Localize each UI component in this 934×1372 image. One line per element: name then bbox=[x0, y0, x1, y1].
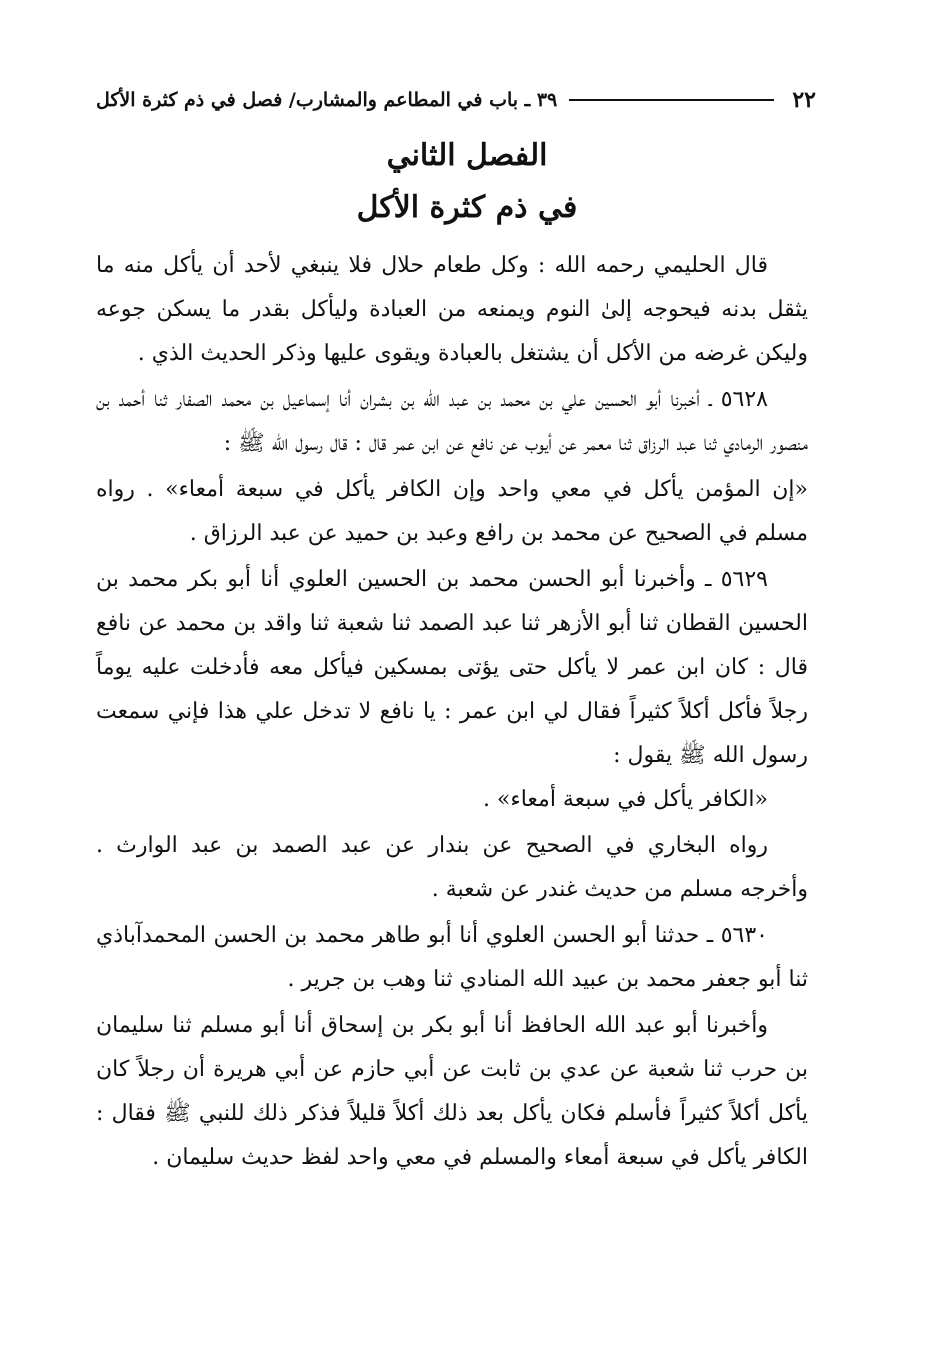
hadith-5629-text: «الكافر يأكل في سبعة أمعاء» . bbox=[482, 787, 768, 812]
paragraph-intro: قال الحليمي رحمه الله : وكل طعام حلال فلا ينبغي لأحد أن يأكل منه ما يثقل بدنه فيحوجه إلىٰ النوم ويمنعه من العبادة وليأكل بقدر ما يسكن جوعه وليكن غرضه من الأكل أن يشتغل بالعبادة ويقوى عليها وذكر الحديث الذي . bbox=[96, 253, 808, 366]
hadith-5628: ٥٦٢٨ ـ أخبرنا أبو الحسين علي بن محمد بن عبد الله بن بشران أنا إسماعيل بن محمد الصفار ثنا أحمد بن منصور الرمادي ثنا عبد الرزاق ثنا معمر عن أيوب عن نافع عن ابن عمر قال : قال رسول الله ﷺ : bbox=[96, 387, 808, 456]
running-header bbox=[96, 82, 816, 118]
chapter-subtitle: في ذم كثرة الأكل bbox=[356, 190, 578, 225]
hadith-5630-chain: وأخبرنا أبو عبد الله الحافظ أنا أبو بكر بن إسحاق أنا أبو مسلم ثنا سليمان بن حرب ثنا شعبة عن عدي بن ثابت عن أبي حازم عن أبي هريرة أن رجلاً كان يأكل أكلاً كثيراً فأسلم فكان يأكل بعد ذلك أكلاً قليلاً فذكر ذلك للنبي ﷺ فقال : الكافر يأكل في سبعة أمعاء والمسلم في معي واحد لفظ حديث سليمان . bbox=[96, 1013, 808, 1170]
chapter-title: الفصل الثاني bbox=[386, 138, 548, 173]
page-number: ٢٢ bbox=[792, 87, 816, 113]
hadith-5629: ٥٦٢٩ ـ وأخبرنا أبو الحسن محمد بن الحسين العلوي أنا أبو بكر محمد بن الحسين القطان ثنا أبو الأزهر ثنا عبد الصمد ثنا شعبة ثنا واقد بن محمد عن نافع قال : كان ابن عمر لا يأكل حتى يؤتى بمسكين فيأكل معه فأدخلت عليه يوماً رجلاً فأكل أكلاً كثيراً فقال لي ابن عمر : يا نافع لا تدخل علي هذا فإني سمعت رسول الله ﷺ يقول : bbox=[96, 567, 808, 768]
header-rule bbox=[569, 99, 774, 101]
hadith-5629-source: رواه البخاري في الصحيح عن بندار عن عبد الصمد بن عبد الوارث . وأخرجه مسلم من حديث غندر عن شعبة . bbox=[96, 833, 808, 902]
hadith-5628-text: «إن المؤمن يأكل في معي واحد وإن الكافر يأكل في سبعة أمعاء» . رواه مسلم في الصحيح عن محمد بن رافع وعبد بن حميد عن عبد الرزاق . bbox=[96, 477, 808, 546]
running-title: ٣٩ ـ باب في المطاعم والمشارب/ فصل في ذم كثرة الأكل bbox=[96, 89, 558, 111]
hadith-5630: ٥٦٣٠ ـ حدثنا أبو الحسن العلوي أنا أبو طاهر محمد بن الحسن المحمدآباذي ثنا أبو جعفر محمد بن عبيد الله المنادي ثنا وهب بن جرير . bbox=[96, 923, 808, 992]
body-text bbox=[96, 244, 808, 1180]
